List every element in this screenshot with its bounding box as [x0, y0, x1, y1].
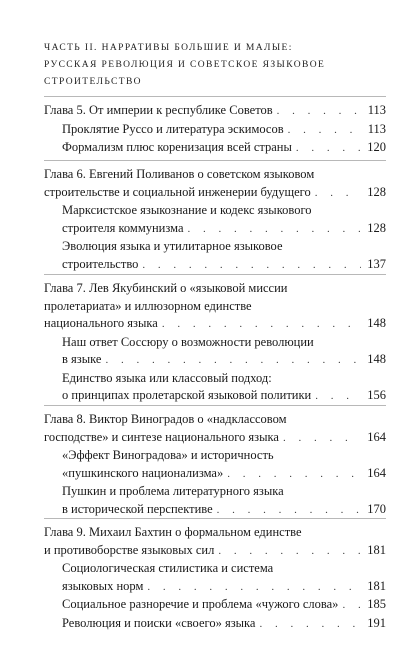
page-number: 148 [367, 316, 386, 330]
toc-entry-text: в языке [62, 352, 102, 366]
chapter-divider [44, 160, 386, 161]
dot-leader [218, 543, 361, 561]
toc-subentry-line[interactable] [44, 351, 386, 370]
part-heading-line: РУССКАЯ РЕВОЛЮЦИЯ И СОВЕТСКОЕ ЯЗЫКОВОЕ [44, 60, 326, 70]
page-number: 120 [367, 140, 386, 154]
dot-leader [142, 257, 361, 275]
toc-subentry-line[interactable] [44, 121, 386, 140]
toc-chapter-line [44, 524, 386, 542]
page-number: 170 [367, 501, 386, 516]
toc-entry-text: языковых норм [62, 578, 144, 593]
chapter-divider [44, 274, 386, 275]
toc-subentry-line[interactable] [44, 220, 386, 239]
toc-entry-text: в исторической перспективе [62, 501, 213, 516]
chapter-divider [44, 405, 386, 406]
toc-entry-text: Эволюция языка и утилитарное языковое [62, 239, 283, 253]
toc-entry-text: Пушкин и проблема литературного языка [62, 484, 284, 498]
dot-leader [162, 316, 361, 334]
toc-chapter-line[interactable] [44, 542, 386, 561]
page-number: 156 [367, 388, 386, 402]
toc-entry-text: господстве» и синтезе национального языка [44, 429, 279, 444]
toc-subentry-line[interactable] [44, 387, 386, 406]
toc-entry-text: Марксистское языкознание и кодекс языкового [62, 203, 312, 217]
toc-entry-text: и противоборстве языковых сил [44, 542, 215, 557]
toc-subentry-line [44, 370, 386, 388]
page-number: 185 [367, 597, 386, 611]
dot-leader [147, 579, 361, 597]
chapter-block [44, 102, 386, 158]
dot-leader [315, 388, 361, 406]
dot-leader [259, 616, 361, 634]
toc-entry-text: «пушкинского национализма» [62, 465, 224, 480]
toc-chapter-line[interactable] [44, 102, 386, 121]
toc-entry-text: «Эффект Виноградова» и историчность [62, 448, 274, 462]
toc-entry-text: Глава 9. Михаил Бахтин о формальном единстве [44, 525, 302, 539]
toc-subentry-line [44, 483, 386, 501]
toc-chapter-line[interactable] [44, 315, 386, 334]
toc-subentry-line [44, 560, 386, 578]
dot-leader [217, 502, 361, 520]
page-number: 113 [367, 103, 386, 117]
page-number: 148 [367, 352, 386, 366]
toc-entry-text: Проклятие Руссо и литература эскимосов [62, 121, 284, 136]
chapter-block [44, 166, 386, 274]
page-number: 128 [367, 220, 386, 235]
chapter-divider [44, 96, 386, 97]
part-heading [44, 40, 374, 91]
toc-chapter-line [44, 411, 386, 429]
toc-entry-text: строительстве и социальной инженерии будущего [44, 184, 311, 199]
toc-subentry-line [44, 202, 386, 220]
toc-subentry-line[interactable] [44, 578, 386, 597]
part-heading-line: ЧАСТЬ II. НАРРАТИВЫ БОЛЬШИЕ И МАЛЫЕ: [44, 43, 293, 53]
toc-subentry-line [44, 334, 386, 352]
chapter-block [44, 280, 386, 406]
toc-subentry-line[interactable] [44, 596, 386, 615]
toc-subentry-line[interactable] [44, 465, 386, 484]
page-number: 191 [367, 615, 386, 630]
toc-entry-text: строительство [62, 256, 139, 271]
chapter-block [44, 411, 386, 519]
toc-entry-text: Глава 7. Лев Якубинский о «языковой миссии [44, 281, 288, 295]
toc-subentry-line [44, 238, 386, 256]
toc-chapter-line [44, 298, 386, 316]
dot-leader [288, 122, 361, 140]
toc-chapter-line [44, 280, 386, 298]
toc-chapter-line[interactable] [44, 184, 386, 203]
page-number: 113 [367, 121, 386, 136]
dot-leader [277, 103, 361, 121]
dot-leader [283, 430, 361, 448]
page-number: 164 [367, 465, 386, 480]
part-heading-line: СТРОИТЕЛЬСТВО [44, 77, 142, 87]
toc-entry-text: Революция и поиски «своего» языка [62, 615, 256, 630]
chapter-divider [44, 518, 386, 519]
toc-entry-text: Единство языка или классовый подход: [62, 370, 272, 385]
dot-leader [296, 140, 361, 158]
toc-subentry-line[interactable] [44, 256, 386, 275]
page-number: 164 [367, 429, 386, 444]
dot-leader [227, 466, 361, 484]
toc-entry-text: Социологическая стилистика и система [62, 561, 274, 575]
chapter-block [44, 524, 386, 633]
toc-entry-text: Глава 5. От империи к республике Советов [44, 103, 273, 117]
toc-subentry-line [44, 447, 386, 465]
toc-entry-text: национального языка [44, 316, 158, 330]
page-number: 181 [367, 578, 386, 593]
toc-entry-text: Формализм плюс коренизация всей страны [62, 140, 292, 154]
toc-entry-text: Глава 8. Виктор Виноградов о «надклассовом [44, 412, 287, 426]
toc-entry-text: о принципах пролетарской языковой политики [62, 388, 312, 402]
dot-leader [315, 185, 361, 203]
toc-subentry-line[interactable] [44, 615, 386, 634]
dot-leader [188, 221, 361, 239]
dot-leader [342, 597, 361, 615]
toc-entry-text: Глава 6. Евгений Поливанов о советском языковом [44, 167, 315, 181]
toc-chapter-line[interactable] [44, 429, 386, 448]
toc-entry-text: Наш ответ Соссюру о возможности революции [62, 334, 314, 349]
page-number: 128 [367, 184, 386, 199]
toc-chapter-line [44, 166, 386, 184]
page-number: 137 [367, 256, 386, 271]
page-number: 181 [367, 542, 386, 557]
toc-entry-text: Социальное разноречие и проблема «чужого слова» [62, 597, 339, 611]
toc-subentry-line[interactable] [44, 501, 386, 520]
dot-leader [105, 352, 361, 370]
toc-entry-text: пролетариата» и иллюзорном единстве [44, 298, 252, 313]
toc-entry-text: строителя коммунизма [62, 220, 184, 235]
toc-subentry-line[interactable] [44, 139, 386, 158]
